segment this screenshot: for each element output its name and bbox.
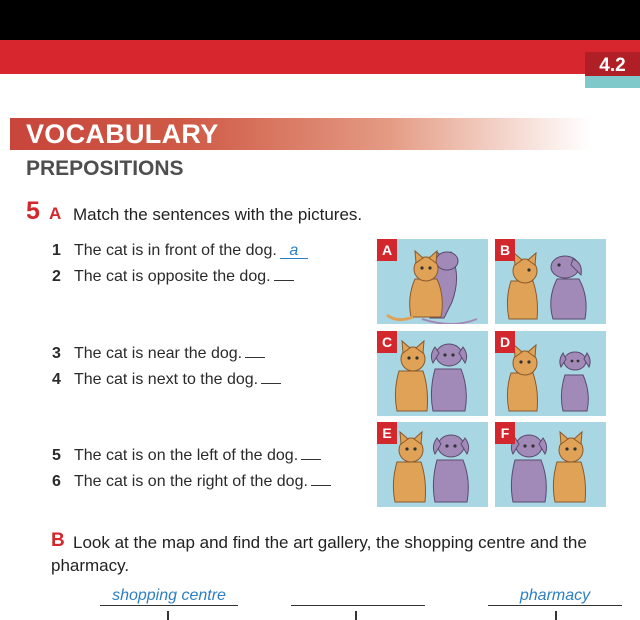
- sentence-number: 6: [52, 473, 61, 490]
- section-subtitle: PREPOSITIONS: [26, 157, 184, 180]
- picture-e: [377, 422, 488, 507]
- exercise-number: 5: [26, 197, 40, 225]
- picture-d: [495, 331, 606, 416]
- picture-label-b: B: [495, 239, 515, 261]
- map-pointer-line: [167, 611, 169, 620]
- page-number-accent: [585, 76, 640, 88]
- sentence-1: [52, 242, 308, 260]
- sentence-number: 5: [52, 447, 61, 464]
- picture-label-e: E: [377, 422, 397, 444]
- sentence-text: The cat is opposite the dog.: [74, 268, 271, 285]
- sentence-6: [52, 473, 331, 491]
- map-blank-1[interactable]: shopping centre: [100, 586, 238, 606]
- answer-blank-6[interactable]: [311, 485, 331, 486]
- map-pointer-line: [555, 611, 557, 620]
- sentence-number: 1: [52, 242, 61, 259]
- picture-f: [495, 422, 606, 507]
- part-a-instruction: Match the sentences with the pictures.: [73, 205, 363, 224]
- answer-blank-1[interactable]: a: [280, 243, 308, 259]
- picture-label-a: A: [377, 239, 397, 261]
- page-number: 4.2: [585, 52, 640, 76]
- header-band: [0, 40, 640, 74]
- section-title: VOCABULARY: [26, 119, 219, 149]
- answer-blank-4[interactable]: [261, 383, 281, 384]
- sentence-number: 4: [52, 371, 61, 388]
- map-blank-3[interactable]: pharmacy: [488, 586, 622, 606]
- sentence-text: The cat is on the left of the dog.: [74, 447, 299, 464]
- picture-label-d: D: [495, 331, 515, 353]
- sentence-5: [52, 447, 321, 465]
- top-black-bar: [0, 0, 640, 40]
- picture-label-f: F: [495, 422, 515, 444]
- sentence-number: 2: [52, 268, 61, 285]
- map-blank-2[interactable]: [291, 586, 425, 606]
- sentence-number: 3: [52, 345, 61, 362]
- part-a-letter: A: [49, 204, 62, 223]
- map-pointer-line: [355, 611, 357, 620]
- part-b-letter: B: [51, 530, 65, 551]
- picture-c: [377, 331, 488, 416]
- sentence-2: [52, 268, 294, 286]
- sentence-3: [52, 345, 265, 363]
- answer-blank-3[interactable]: [245, 357, 265, 358]
- sentence-text: The cat is near the dog.: [74, 345, 243, 362]
- picture-b: [495, 239, 606, 324]
- sentence-4: [52, 371, 281, 389]
- part-b-instruction: Look at the map and find the art gallery, the shopping centre and the pharmacy.: [51, 533, 587, 575]
- answer-blank-5[interactable]: [301, 459, 321, 460]
- sentence-text: The cat is on the right of the dog.: [74, 473, 308, 490]
- picture-label-c: C: [377, 331, 397, 353]
- answer-blank-2[interactable]: [274, 280, 294, 281]
- picture-a: [377, 239, 488, 324]
- sentence-text: The cat is in front of the dog.: [74, 242, 277, 259]
- sentence-text: The cat is next to the dog.: [74, 371, 259, 388]
